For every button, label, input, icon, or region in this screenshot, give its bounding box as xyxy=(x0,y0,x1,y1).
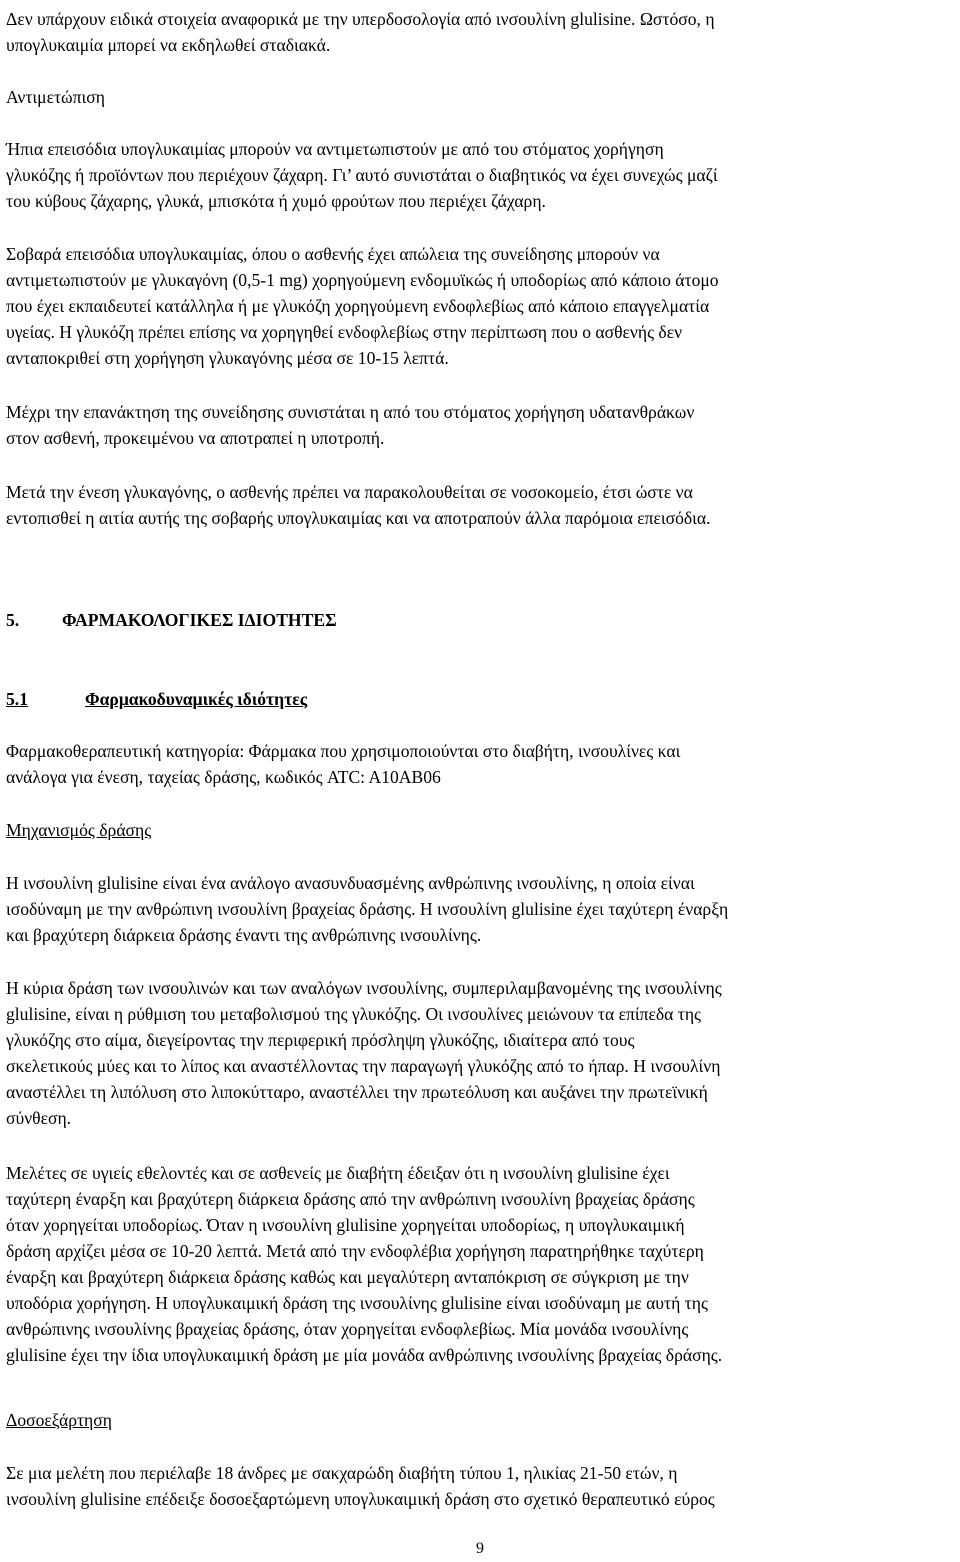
text-line: glulisine, είναι η ρύθμιση του μεταβολισμού της γλυκόζης. Οι ινσουλίνες μειώνουν τα επίπεδα της xyxy=(6,1004,702,1024)
text-line: στον ασθενή, προκειμένου να αποτραπεί η υποτροπή. xyxy=(6,428,385,448)
text-line: του κύβους ζάχαρης, γλυκά, μπισκότα ή χυμό φρούτων που περιέχει ζάχαρη. xyxy=(6,191,546,211)
text-line: Η ινσουλίνη glulisine είναι ένα ανάλογο ανασυνδυασμένης ανθρώπινης ινσουλίνης, η οποία είναι xyxy=(6,873,695,893)
page-number: 9 xyxy=(476,1540,484,1557)
category-paragraph xyxy=(6,738,680,790)
dose-paragraph xyxy=(6,1460,715,1512)
text-line: Δεν υπάρχουν ειδικά στοιχεία αναφορικά με την υπερδοσολογία από ινσουλίνη glulisine. Ωστόσο, η xyxy=(6,9,715,29)
text-line: που έχει εκπαιδευτεί κατάλληλα ή με γλυκόζη χορηγούμενη ενδοφλεβίως από κάποιο επαγγελματία xyxy=(6,296,710,316)
mild-episodes-paragraph xyxy=(6,136,718,214)
text-line: υγείας. Η γλυκόζη πρέπει επίσης να χορηγηθεί ενδοφλεβίως στην περίπτωση που ο ασθενής δεν xyxy=(6,322,683,342)
text-line: εντοπισθεί η αιτία αυτής της σοβαρής υπογλυκαιμίας και να αποτραπούν άλλα παρόμοια επεισόδια. xyxy=(6,508,711,528)
text-line: όταν χορηγείται υποδορίως. Όταν η ινσουλίνη glulisine χορηγείται υποδορίως, η υπογλυκαιμική xyxy=(6,1215,685,1235)
text-line: σκελετικούς μύες και το λίπος και αναστέλλοντας την παραγωγή γλυκόζης από το ήπαρ. Η ινσουλίνη xyxy=(6,1056,721,1076)
action-paragraph xyxy=(6,975,722,1131)
hospital-paragraph xyxy=(6,479,711,531)
text-line: Μέχρι την επανάκτηση της συνείδησης συνιστάται η από του στόματος χορήγηση υδατανθράκων xyxy=(6,402,695,422)
text-line: γλυκόζης ή προϊόντων που περιέχουν ζάχαρη. Γι’ αυτό συνιστάται ο διαβητικός να έχει συνεχώς μαζί xyxy=(6,165,718,185)
text-line: έναρξη και βραχύτερη διάρκεια δράσης καθώς και μεγαλύτερη ανταπόκριση σε σύγκριση με την xyxy=(6,1267,689,1287)
text-line: και βραχύτερη διάρκεια δράσης έναντι της ανθρώπινης ινσουλίνης. xyxy=(6,925,482,945)
text-line: ταχύτερη έναρξη και βραχύτερη διάρκεια δράσης από την ανθρώπινη ινσουλίνη βραχείας δράσης xyxy=(6,1189,695,1209)
studies-paragraph xyxy=(6,1160,722,1368)
treatment-heading xyxy=(6,84,105,110)
text-line: αναστέλλει τη λιπόλυση στο λιποκύτταρο, αναστέλλει την πρωτεόλυση και αυξάνει την πρωτεϊνική xyxy=(6,1082,708,1102)
text-line: ανταποκριθεί στη χορήγηση γλυκαγόνης μέσα σε 10-15 λεπτά. xyxy=(6,348,449,368)
text-line: ισοδύναμη με την ανθρώπινη ινσουλίνη βραχείας δράσης. Η ινσουλίνη glulisine έχει ταχύτερη έναρξη xyxy=(6,899,729,919)
section-5-1-heading xyxy=(6,686,307,712)
text-line: Σε μια μελέτη που περιέλαβε 18 άνδρες με σακχαρώδη διαβήτη τύπου 1, ηλικίας 21-50 ετών, η xyxy=(6,1463,678,1483)
section-subheading: Δοσοεξάρτηση xyxy=(6,1410,112,1430)
text-line: δράση αρχίζει μέσα σε 10-20 λεπτά. Μετά από την ενδοφλέβια χορήγηση παρατηρήθηκε ταχύτερη xyxy=(6,1241,704,1261)
text-line: Φαρμακοθεραπευτική κατηγορία: Φάρμακα που χρησιμοποιούνται στο διαβήτη, ινσουλίνες και xyxy=(6,741,681,761)
text-line: Σοβαρά επεισόδια υπογλυκαιμίας, όπου ο ασθενής έχει απώλεια της συνείδησης μπορούν να xyxy=(6,244,660,264)
text-line: Μελέτες σε υγιείς εθελοντές και σε ασθενείς με διαβήτη έδειξαν ότι η ινσουλίνη glulisine έχει xyxy=(6,1163,670,1183)
section-subheading: Αντιμετώπιση xyxy=(6,87,105,107)
text-line: ανάλογα για ένεση, ταχείας δράσης, κωδικός ATC: A10AB06 xyxy=(6,767,441,787)
mechanism-paragraph xyxy=(6,870,728,948)
text-line: glulisine έχει την ίδια υπογλυκαιμική δράση με μία μονάδα ανθρώπινης ινσουλίνης βραχείας δράσης. xyxy=(6,1345,723,1365)
text-line: ανθρώπινης ινσουλίνης βραχείας δράσης, όταν χορηγείται ενδοφλεβίως. Μία μονάδα ινσουλίνης xyxy=(6,1319,689,1339)
mechanism-heading xyxy=(6,817,151,843)
text-line: υπογλυκαιμία μπορεί να εκδηλωθεί σταδιακά. xyxy=(6,35,331,55)
text-line: ινσουλίνη glulisine επέδειξε δοσοεξαρτώμενη υπογλυκαιμική δράση στο σχετικό θεραπευτικό εύρος xyxy=(6,1489,715,1509)
text-line: Η κύρια δράση των ινσουλινών και των αναλόγων ινσουλίνης, συμπεριλαμβανομένης της ινσουλίνης xyxy=(6,978,722,998)
text-line: γλυκόζης στο αίμα, διεγείροντας την περιφερική πρόσληψη γλυκόζης, ιδιαίτερα από τους xyxy=(6,1030,635,1050)
section-title: ΦΑΡΜΑΚΟΛΟΓΙΚΕΣ ΙΔΙΟΤΗΤΕΣ xyxy=(62,610,337,630)
section-5-heading xyxy=(6,607,337,633)
severe-episodes-paragraph xyxy=(6,241,719,371)
section-subheading: Μηχανισμός δράσης xyxy=(6,820,152,840)
section-title: Φαρμακοδυναμικές ιδιότητες xyxy=(85,689,308,709)
section-number: 5.1 xyxy=(6,689,28,709)
dose-heading xyxy=(6,1407,112,1433)
section-number: 5. xyxy=(6,610,20,630)
overdose-paragraph xyxy=(6,6,715,58)
text-line: αντιμετωπιστούν με γλυκαγόνη (0,5-1 mg) χορηγούμενη ενδομυϊκώς ή υποδορίως από κάποιο άτομο xyxy=(6,270,719,290)
text-line: υποδόρια χορήγηση. Η υπογλυκαιμική δράση της ινσουλίνης glulisine είναι ισοδύναμη με αυτή της xyxy=(6,1293,708,1313)
text-line: Ήπια επεισόδια υπογλυκαιμίας μπορούν να αντιμετωπιστούν με από του στόματος χορήγηση xyxy=(6,139,664,159)
text-line: Μετά την ένεση γλυκαγόνης, ο ασθενής πρέπει να παρακολουθείται σε νοσοκομείο, έτσι ώστε να xyxy=(6,482,693,502)
text-line: σύνθεση. xyxy=(6,1108,72,1128)
recovery-paragraph xyxy=(6,399,694,451)
